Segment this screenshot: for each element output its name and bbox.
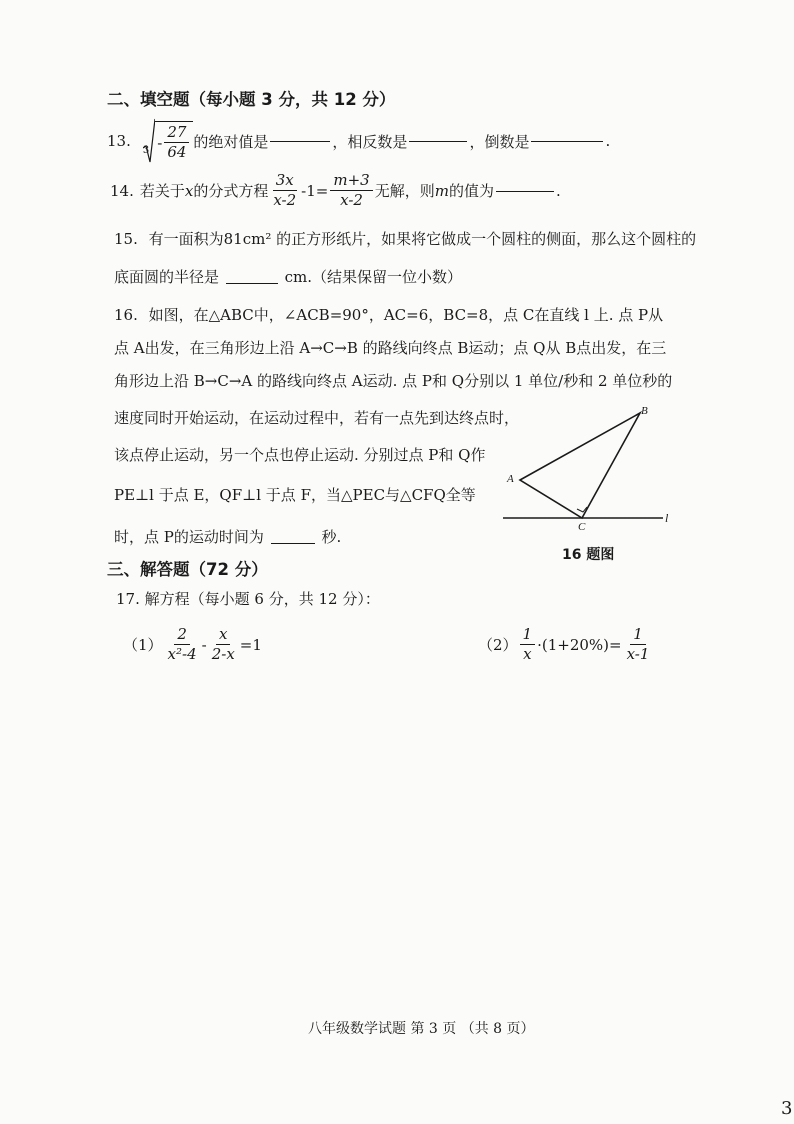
- q14-text-4: 的值为: [448, 182, 494, 201]
- fraction-denominator: 2-x: [211, 645, 235, 664]
- fraction-27-64: [164, 124, 189, 162]
- edge-mark: 3: [781, 1098, 793, 1119]
- fraction-2-over-x2-4: [165, 626, 200, 664]
- fraction-denominator: x-2: [273, 191, 297, 210]
- fraction-numerator: 1: [520, 626, 536, 645]
- triangle-abc: [520, 413, 640, 518]
- q14-text-3: 无解，则: [374, 182, 435, 201]
- question-13-number: 13.: [107, 132, 131, 150]
- minus-sign: -: [157, 133, 163, 152]
- label-c: C: [578, 521, 586, 530]
- radical-sign: [143, 118, 155, 164]
- fraction-denominator: x-1: [626, 645, 650, 664]
- fraction-numerator: 1: [630, 626, 646, 645]
- fraction-numerator: 27: [164, 124, 189, 143]
- q16-text-4: 速度同时开始运动，在运动过程中，若有一点先到达终点时，: [114, 409, 520, 427]
- question-13: [107, 118, 610, 164]
- triangle-figure: [495, 400, 685, 530]
- q16-text-1: 如图，在△ABC中，∠ACB=90°，AC=6，BC=8，点 C在直线 l 上. 点 P从: [148, 306, 664, 324]
- equation-2-middle: ·(1+20%)=: [537, 635, 622, 654]
- question-15-number: 15.: [114, 230, 138, 248]
- variable-m: m: [434, 181, 449, 200]
- question-16-number: 16.: [114, 306, 138, 324]
- fraction-denominator: 64: [167, 143, 187, 161]
- q16-text-6: PE⊥l 于点 E，QF⊥l 于点 F，当△PEC与△CFQ全等: [114, 486, 476, 504]
- equation-1-label: （1）: [123, 636, 163, 655]
- question-17-title: 17. 解方程（每小题 6 分，共 12 分）：: [116, 590, 380, 608]
- page-footer: 八年级数学试题 第 3 页 （共 8 页）: [308, 1021, 535, 1037]
- equation-1-rhs: =1: [239, 635, 262, 654]
- label-a: A: [507, 473, 514, 485]
- fraction-denominator: x²-4: [167, 645, 197, 664]
- answer-blank-m[interactable]: [496, 190, 554, 192]
- q15-text-2: 底面圆的半径是: [114, 268, 220, 286]
- equation-2-label: （2）: [478, 636, 518, 655]
- fraction-m3-over-x-2: [330, 172, 372, 210]
- q14-period: .: [555, 181, 561, 200]
- equation-2: [478, 626, 654, 664]
- variable-x: x: [184, 181, 194, 200]
- q13-period: .: [605, 132, 611, 150]
- label-b: B: [641, 405, 648, 417]
- section-3-title: 三、解答题（72 分）: [107, 560, 268, 579]
- cube-root-expression: [137, 118, 194, 164]
- fraction-numerator: 3x: [273, 172, 297, 191]
- q14-minus-one-equals: -1=: [301, 181, 329, 200]
- question-15-line-2: [114, 266, 462, 287]
- question-16-line-1: [114, 304, 663, 325]
- minus-sign: -: [201, 635, 207, 654]
- question-14: [110, 172, 561, 210]
- fraction-1-over-x-1: [624, 626, 653, 664]
- q16-text-7: 时，点 P的运动时间为: [114, 528, 264, 546]
- q16-text-3: 角形边上沿 B→C→A 的路线向终点 A运动. 点 P和 Q分别以 1 单位/秒和 2 单位秒的: [114, 372, 673, 390]
- answer-blank-reciprocal[interactable]: [531, 140, 603, 142]
- question-14-number: 14.: [110, 181, 134, 200]
- answer-blank-time[interactable]: [271, 542, 315, 544]
- q16-text-8: 秒.: [321, 528, 342, 546]
- q15-text-1: 有一面积为81cm² 的正方形纸片，如果将它做成一个圆柱的侧面，那么这个圆柱的: [148, 230, 697, 248]
- q13-text-opposite: ，相反数是: [332, 132, 408, 151]
- answer-blank-radius[interactable]: [226, 282, 278, 284]
- fraction-numerator: 2: [174, 626, 190, 645]
- equation-1: [123, 626, 262, 664]
- fraction-x-over-2-x: [209, 626, 238, 664]
- fraction-1-over-x: [520, 626, 536, 664]
- label-l: l: [665, 511, 669, 525]
- fraction-3x-over-x-2: [270, 172, 299, 210]
- q16-text-2: 点 A出发，在三角形边上沿 A→C→B 的路线向终点 B运动；点 Q从 B点出发，在三: [114, 339, 667, 357]
- fraction-numerator: m+3: [330, 172, 372, 191]
- section-2-title: 二、填空题（每小题 3 分，共 12 分）: [107, 90, 396, 109]
- fraction-denominator: x-2: [340, 191, 363, 210]
- figure-caption: 16 题图: [562, 547, 615, 563]
- answer-blank-absolute[interactable]: [270, 140, 330, 142]
- q14-text-2: 的分式方程: [193, 182, 269, 201]
- answer-blank-opposite[interactable]: [409, 140, 467, 142]
- root-index: 3: [142, 144, 150, 156]
- fraction-numerator: x: [216, 626, 230, 645]
- q16-text-5: 该点停止运动，另一个点也停止运动. 分别过点 P和 Q作: [114, 446, 486, 464]
- question-16-line-7: [114, 526, 341, 547]
- q14-text-1: 若关于: [139, 182, 185, 201]
- fraction-denominator: x: [523, 645, 532, 664]
- q15-text-3: cm.（结果保留一位小数）: [284, 268, 462, 286]
- q13-text-absolute: 的绝对值是: [193, 132, 269, 151]
- q13-text-reciprocal: ，倒数是: [469, 132, 530, 151]
- question-15-line-1: [114, 228, 696, 249]
